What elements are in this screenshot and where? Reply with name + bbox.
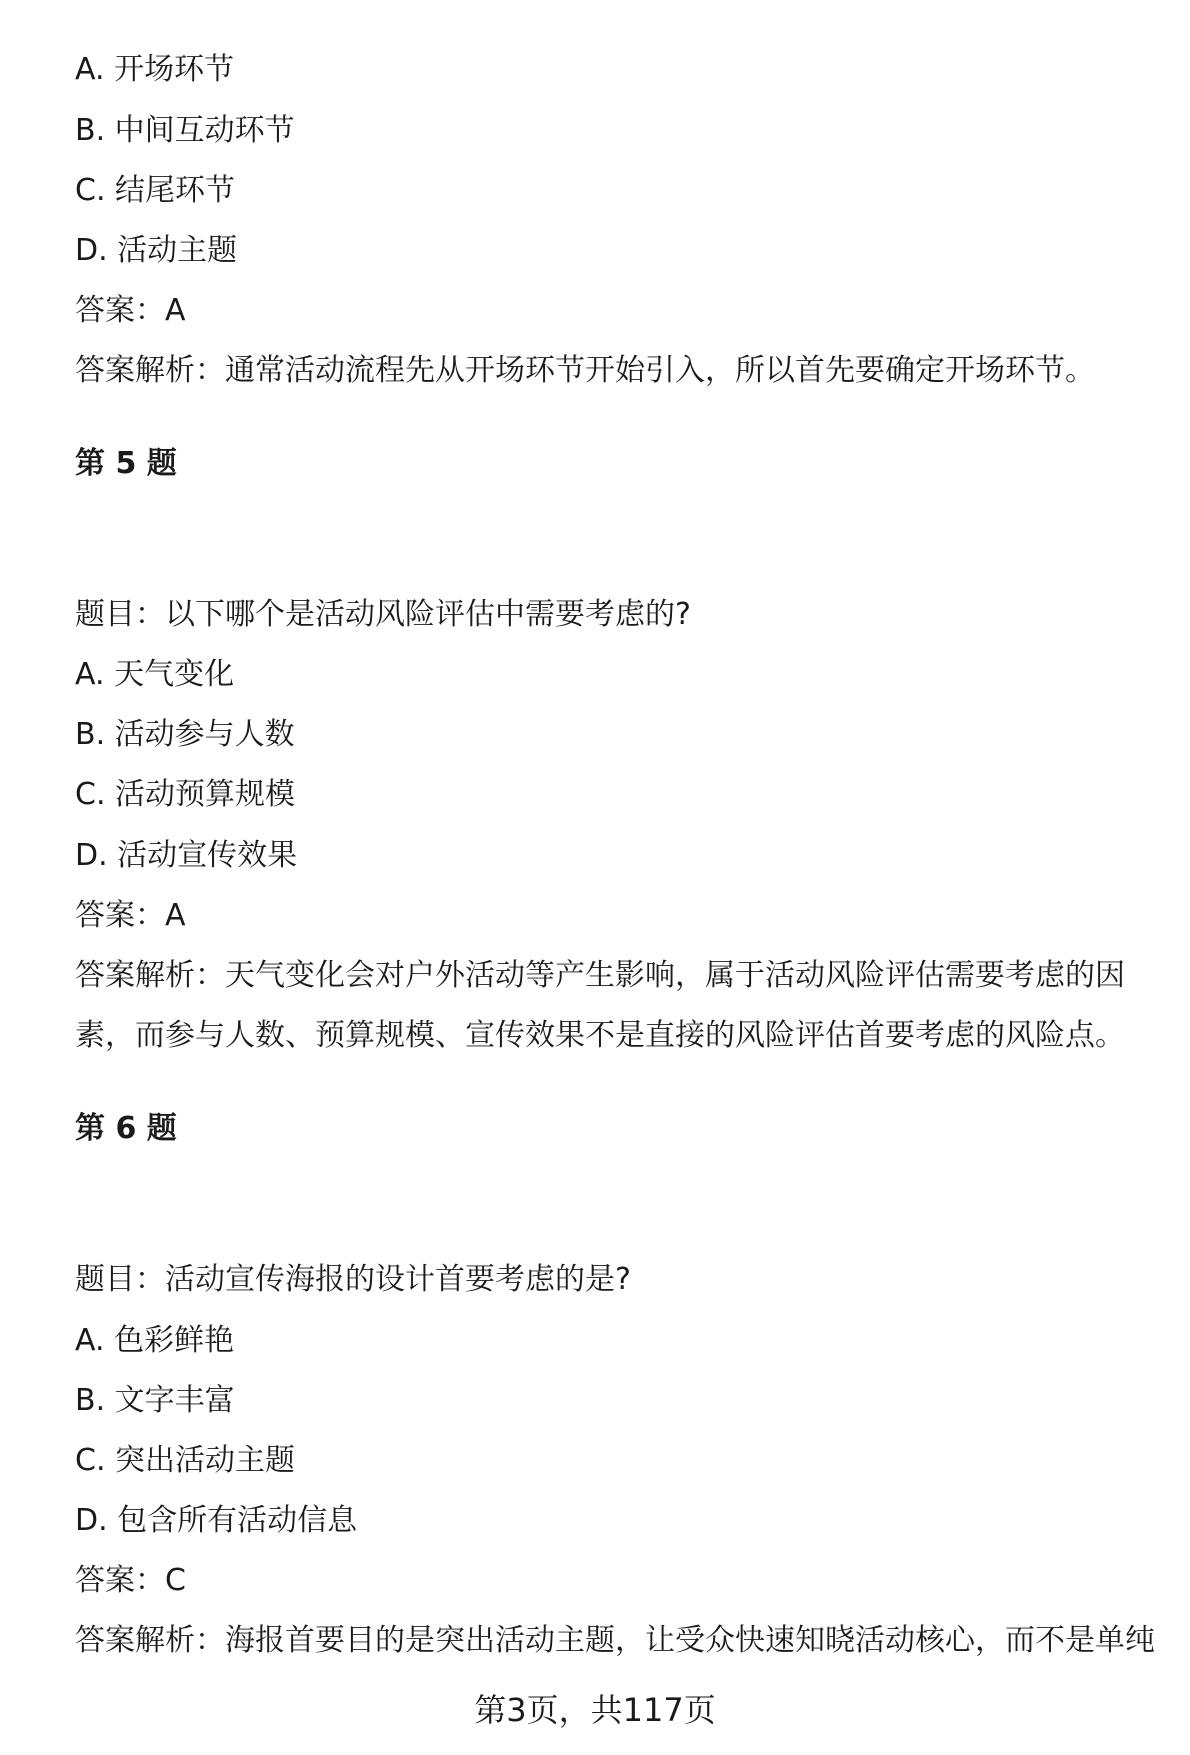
q6-heading: 第 6 题: [75, 1111, 177, 1146]
q6-option-a: A. 色彩鲜艳: [75, 1323, 235, 1358]
q5-heading: 第 5 题: [75, 446, 177, 481]
q4-answer: 答案：A: [75, 293, 186, 328]
q6-explanation-line-1: 答案解析：海报首要目的是突出活动主题，让受众快速知晓活动核心，而不是单纯: [75, 1623, 1155, 1658]
q6-question: 题目：活动宣传海报的设计首要考虑的是?: [75, 1262, 631, 1297]
q5-option-b: B. 活动参与人数: [75, 717, 295, 752]
q6-option-b: B. 文字丰富: [75, 1383, 235, 1418]
q5-question: 题目：以下哪个是活动风险评估中需要考虑的?: [75, 597, 691, 632]
q4-option-b: B. 中间互动环节: [75, 113, 295, 148]
q4-option-c: C. 结尾环节: [75, 173, 236, 208]
q5-answer: 答案：A: [75, 898, 186, 933]
q5-option-c: C. 活动预算规模: [75, 777, 296, 812]
q4-option-d: D. 活动主题: [75, 233, 238, 268]
q4-option-a: A. 开场环节: [75, 52, 235, 87]
q5-option-d: D. 活动宣传效果: [75, 838, 298, 873]
q6-option-c: C. 突出活动主题: [75, 1443, 296, 1478]
q5-option-a: A. 天气变化: [75, 657, 235, 692]
q5-explanation-line-1: 答案解析：天气变化会对户外活动等产生影响，属于活动风险评估需要考虑的因: [75, 958, 1125, 993]
page-number-footer: 第3页，共117页: [474, 1691, 716, 1729]
q5-explanation-line-2: 素，而参与人数、预算规模、宣传效果不是直接的风险评估首要考虑的风险点。: [75, 1018, 1125, 1053]
q6-answer: 答案：C: [75, 1563, 186, 1598]
q4-explanation-line-1: 答案解析：通常活动流程先从开场环节开始引入，所以首先要确定开场环节。: [75, 353, 1095, 388]
q6-option-d: D. 包含所有活动信息: [75, 1503, 358, 1538]
